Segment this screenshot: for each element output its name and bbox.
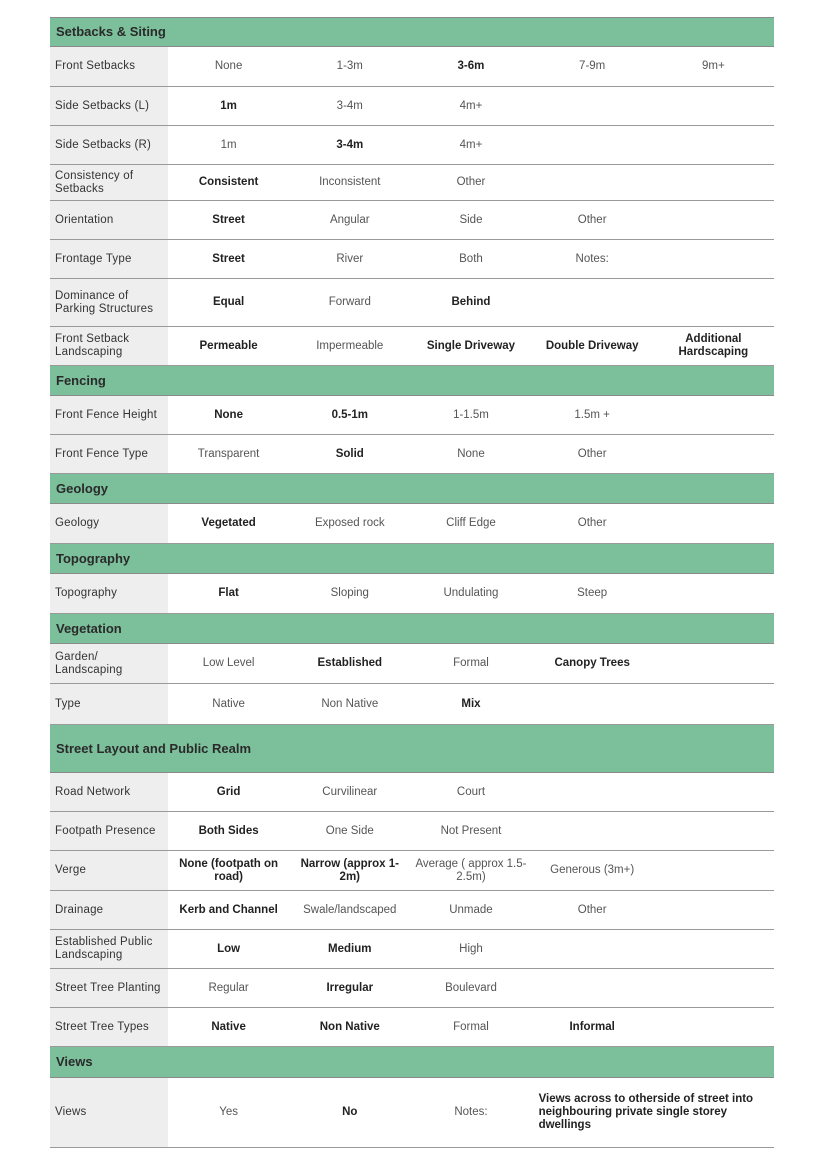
option-cell: Side (459, 213, 483, 226)
option-cell: Notes: (454, 1106, 488, 1118)
option-cell-selected: Kerb and Channel (179, 903, 278, 916)
option-cell: High (459, 942, 483, 955)
table-row-front-fence-height (50, 396, 774, 435)
option-cell: Average ( approx 1.5-2.5m) (415, 857, 527, 883)
option-cell: Native (212, 697, 245, 710)
option-cell-selected: Street (212, 252, 245, 265)
option-cell: Transparent (197, 447, 260, 460)
option-cell: Formal (453, 657, 489, 669)
option-cell-selected: 3-4m (336, 138, 364, 151)
row-label: Drainage (50, 891, 168, 929)
option-cell-selected: Views across to otherside of street into neighbouring private single storey dwellings (538, 1093, 754, 1131)
option-cell: Other (577, 517, 607, 529)
row-label: Topography (50, 574, 168, 613)
row-label: Orientation (50, 201, 168, 239)
table-row-garden-landscaping (50, 644, 774, 684)
option-cell: River (336, 252, 364, 265)
section-header-vegetation: Vegetation (50, 614, 774, 644)
table-row-consistency-of-setbacks (50, 165, 774, 201)
table-row-front-fence-type (50, 435, 774, 474)
option-cell: None (457, 447, 485, 460)
option-cell: Court (456, 785, 486, 798)
option-cell: Other (577, 447, 607, 460)
option-cell: 7-9m (579, 60, 606, 72)
option-cell: 1.5m + (574, 408, 610, 421)
option-cell: Notes: (575, 252, 609, 265)
option-cell-selected: 1m (220, 99, 237, 112)
option-cell-selected: Medium (328, 942, 372, 955)
section-header-fencing: Fencing (50, 366, 774, 396)
option-cell-selected: 3-6m (457, 60, 485, 72)
option-cell: 1-1.5m (453, 408, 489, 421)
option-cell-selected: Both Sides (198, 824, 259, 837)
option-cell-selected: Canopy Trees (554, 657, 630, 669)
option-cell-selected: Non Native (319, 1020, 380, 1033)
character-assessment-table (50, 17, 774, 1148)
table-row-drainage (50, 891, 774, 930)
row-label: Side Setbacks (L) (50, 87, 168, 125)
option-cell: 4m+ (459, 138, 483, 151)
option-cell: Exposed rock (314, 517, 385, 529)
option-cell-selected: Street (212, 213, 245, 226)
table-row-orientation (50, 201, 774, 240)
row-label: Type (50, 684, 168, 724)
table-row-geology (50, 504, 774, 544)
option-cell: Yes (219, 1106, 238, 1118)
option-cell-selected: Single Driveway (426, 339, 516, 352)
table-row-street-tree-types (50, 1008, 774, 1047)
row-label: Views (50, 1078, 168, 1147)
option-cell-selected: Native (211, 1020, 246, 1033)
row-label: Frontage Type (50, 240, 168, 278)
option-cell: 9m+ (701, 60, 725, 72)
table-row-side-setbacks-l (50, 87, 774, 126)
row-label: Street Tree Planting (50, 969, 168, 1007)
option-cell: Inconsistent (319, 176, 381, 188)
option-cell-selected: Equal (212, 296, 245, 308)
option-cell: Forward (328, 296, 371, 308)
option-cell-selected: No (342, 1106, 358, 1118)
option-cell: Non Native (321, 697, 379, 710)
option-cell: 1-3m (336, 60, 363, 72)
option-cell: Curvilinear (322, 785, 378, 798)
option-cell: Formal (453, 1020, 489, 1033)
table-row-front-setback-landscaping (50, 327, 774, 366)
option-cell-selected: None (214, 408, 243, 421)
option-cell-selected: Permeable (199, 339, 258, 352)
option-cell: Generous (3m+) (550, 864, 635, 876)
option-cell-selected: Additional Hardscaping (678, 333, 749, 358)
option-cell: Other (456, 176, 486, 188)
option-cell: Swale/landscaped (303, 903, 397, 916)
option-cell: Undulating (443, 587, 499, 599)
option-cell: Unmade (449, 903, 493, 916)
option-cell: Low Level (202, 657, 255, 669)
row-label: Garden/ Landscaping (50, 644, 168, 683)
row-label: Geology (50, 504, 168, 543)
row-label: Footpath Presence (50, 812, 168, 850)
option-cell: Boulevard (445, 981, 497, 994)
option-cell-selected: Consistent (198, 176, 259, 188)
option-cell: Steep (577, 587, 608, 599)
row-label: Front Setback Landscaping (50, 327, 168, 365)
row-label: Road Network (50, 773, 168, 811)
row-label: Established Public Landscaping (50, 930, 168, 968)
option-cell-selected: Behind (451, 296, 491, 308)
table-row-footpath-presence (50, 812, 774, 851)
option-cell: One Side (325, 824, 374, 837)
section-header-street-layout-and-public-realm: Street Layout and Public Realm (50, 725, 774, 773)
option-cell-selected: Established (317, 657, 383, 669)
row-label: Front Fence Type (50, 435, 168, 473)
table-row-type (50, 684, 774, 725)
option-cell: 1m (220, 138, 237, 151)
option-cell: 4m+ (459, 99, 483, 112)
option-cell-selected: Mix (461, 697, 481, 710)
table-row-dominance-of-parking-structures (50, 279, 774, 327)
table-row-views (50, 1078, 774, 1148)
option-cell-selected: Vegetated (201, 517, 256, 529)
table-row-frontage-type (50, 240, 774, 279)
table-row-established-public-landscaping (50, 930, 774, 969)
option-cell: Angular (329, 213, 370, 226)
option-cell-selected: Narrow (approx 1-2m) (300, 857, 399, 883)
row-label: Verge (50, 851, 168, 890)
table-row-side-setbacks-r (50, 126, 774, 165)
option-cell-selected: 0.5-1m (331, 408, 368, 421)
option-cell-selected: Grid (216, 785, 241, 798)
table-row-verge (50, 851, 774, 891)
table-row-street-tree-planting (50, 969, 774, 1008)
option-cell: Sloping (330, 587, 369, 599)
section-header-topography: Topography (50, 544, 774, 574)
row-label: Street Tree Types (50, 1008, 168, 1046)
table-row-front-setbacks (50, 47, 774, 87)
row-label: Front Setbacks (50, 47, 168, 86)
row-label: Front Fence Height (50, 396, 168, 434)
row-label: Dominance of Parking Structures (50, 279, 168, 326)
table-row-topography (50, 574, 774, 614)
option-cell: Regular (208, 981, 249, 994)
option-cell-selected: Informal (569, 1020, 615, 1033)
option-cell: Other (577, 903, 607, 916)
table-row-road-network (50, 773, 774, 812)
option-cell: Other (577, 213, 607, 226)
section-header-geology: Geology (50, 474, 774, 504)
option-cell-selected: Double Driveway (545, 339, 639, 352)
option-cell: Both (459, 252, 483, 265)
option-cell-selected: Irregular (326, 981, 374, 994)
option-cell-selected: Low (217, 942, 241, 955)
option-cell: 3-4m (336, 99, 363, 112)
option-cell-selected: Solid (335, 447, 364, 460)
row-label: Consistency of Setbacks (50, 165, 168, 200)
option-cell: Cliff Edge (446, 517, 496, 529)
option-cell-selected: Flat (218, 587, 239, 599)
option-cell-selected: None (footpath on road) (179, 857, 279, 883)
row-label: Side Setbacks (R) (50, 126, 168, 164)
option-cell: None (214, 60, 243, 72)
option-cell: Not Present (440, 824, 502, 837)
section-header-views: Views (50, 1047, 774, 1078)
section-header-setbacks-siting: Setbacks & Siting (50, 17, 774, 47)
option-cell: Impermeable (316, 339, 384, 352)
